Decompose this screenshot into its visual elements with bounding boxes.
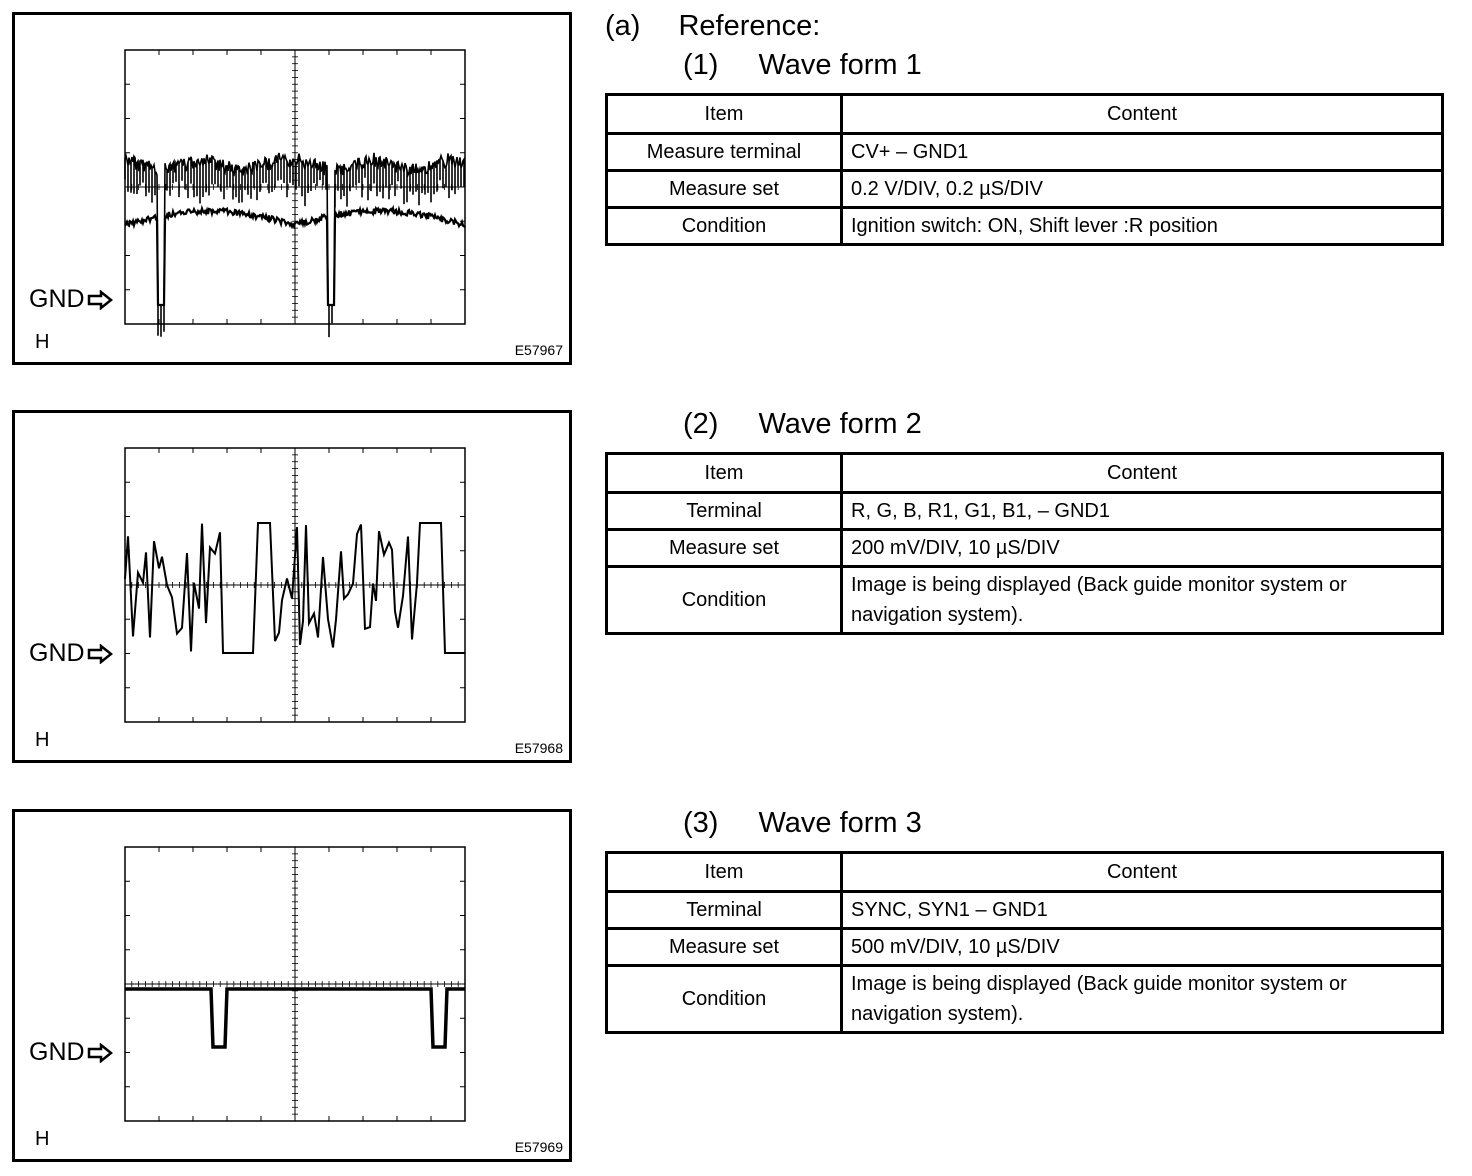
- row-item: Terminal: [607, 493, 842, 530]
- figure-id: E57968: [514, 740, 563, 756]
- scope-grid: [125, 847, 465, 1121]
- header-item: Item: [607, 853, 842, 892]
- waveform-number: (3): [683, 807, 719, 839]
- table-row: [607, 567, 1443, 634]
- table-row: [607, 929, 1443, 966]
- header-content: Content: [842, 853, 1443, 892]
- row-item: Condition: [607, 208, 842, 245]
- table-row: [607, 493, 1443, 530]
- row-item: Condition: [607, 966, 842, 1033]
- header-item: Item: [607, 454, 842, 493]
- header-item: Item: [607, 95, 842, 134]
- row-content: Ignition switch: ON, Shift lever :R position: [842, 208, 1443, 245]
- gnd-marker: [29, 1040, 113, 1065]
- row-item: Condition: [607, 567, 842, 634]
- reference-heading: [605, 10, 820, 42]
- reference-letter: (a): [605, 10, 641, 42]
- row-item: Measure set: [607, 530, 842, 567]
- scope-grid: [125, 448, 465, 722]
- row-content: 200 mV/DIV, 10 µS/DIV: [842, 530, 1443, 567]
- table-row: [607, 892, 1443, 929]
- oscilloscope-screen-2: [15, 413, 569, 760]
- waveform-3-heading: [683, 807, 922, 839]
- gnd-marker: [29, 641, 113, 666]
- gnd-marker: [29, 287, 113, 312]
- h-label: H: [35, 729, 50, 751]
- row-item: Measure set: [607, 929, 842, 966]
- table-row: [607, 530, 1443, 567]
- right-arrow-icon: [87, 1043, 113, 1063]
- gnd-label: GND: [29, 1038, 85, 1066]
- row-item: Terminal: [607, 892, 842, 929]
- row-content: Image is being displayed (Back guide monitor system or navigation system).: [842, 966, 1443, 1033]
- figure-id: E57969: [514, 1139, 563, 1155]
- header-content: Content: [842, 95, 1443, 134]
- waveform-number: (2): [683, 408, 719, 440]
- gnd-label: GND: [29, 285, 85, 313]
- row-content: CV+ – GND1: [842, 134, 1443, 171]
- waveform-title: Wave form 2: [758, 408, 922, 440]
- table-row: [607, 208, 1443, 245]
- waveform-panel-3: [12, 809, 572, 1162]
- row-content: SYNC, SYN1 – GND1: [842, 892, 1443, 929]
- waveform-panel-1: [12, 12, 572, 365]
- right-arrow-icon: [87, 644, 113, 664]
- row-item: Measure terminal: [607, 134, 842, 171]
- h-label: H: [35, 331, 50, 353]
- scope-grid: [125, 50, 465, 324]
- right-arrow-icon: [87, 290, 113, 310]
- row-content: Image is being displayed (Back guide monitor system or navigation system).: [842, 567, 1443, 634]
- waveform-1-table: [605, 93, 1444, 246]
- table-row: [607, 171, 1443, 208]
- waveform-title: Wave form 3: [758, 807, 922, 839]
- waveform-2-table: [605, 452, 1444, 635]
- row-content: 500 mV/DIV, 10 µS/DIV: [842, 929, 1443, 966]
- gnd-label: GND: [29, 639, 85, 667]
- oscilloscope-screen-3: [15, 812, 569, 1159]
- row-content: R, G, B, R1, G1, B1, – GND1: [842, 493, 1443, 530]
- header-content: Content: [842, 454, 1443, 493]
- waveform-2-heading: [683, 408, 922, 440]
- waveform-3-table: [605, 851, 1444, 1034]
- h-label: H: [35, 1128, 50, 1150]
- table-row: [607, 134, 1443, 171]
- figure-id: E57967: [514, 342, 563, 358]
- waveform-panel-2: [12, 410, 572, 763]
- waveform-number: (1): [683, 49, 719, 81]
- row-item: Measure set: [607, 171, 842, 208]
- waveform-title: Wave form 1: [758, 49, 922, 81]
- reference-title: Reference:: [678, 10, 821, 42]
- table-row: [607, 966, 1443, 1033]
- row-content: 0.2 V/DIV, 0.2 µS/DIV: [842, 171, 1443, 208]
- waveform-1-heading: [683, 49, 922, 81]
